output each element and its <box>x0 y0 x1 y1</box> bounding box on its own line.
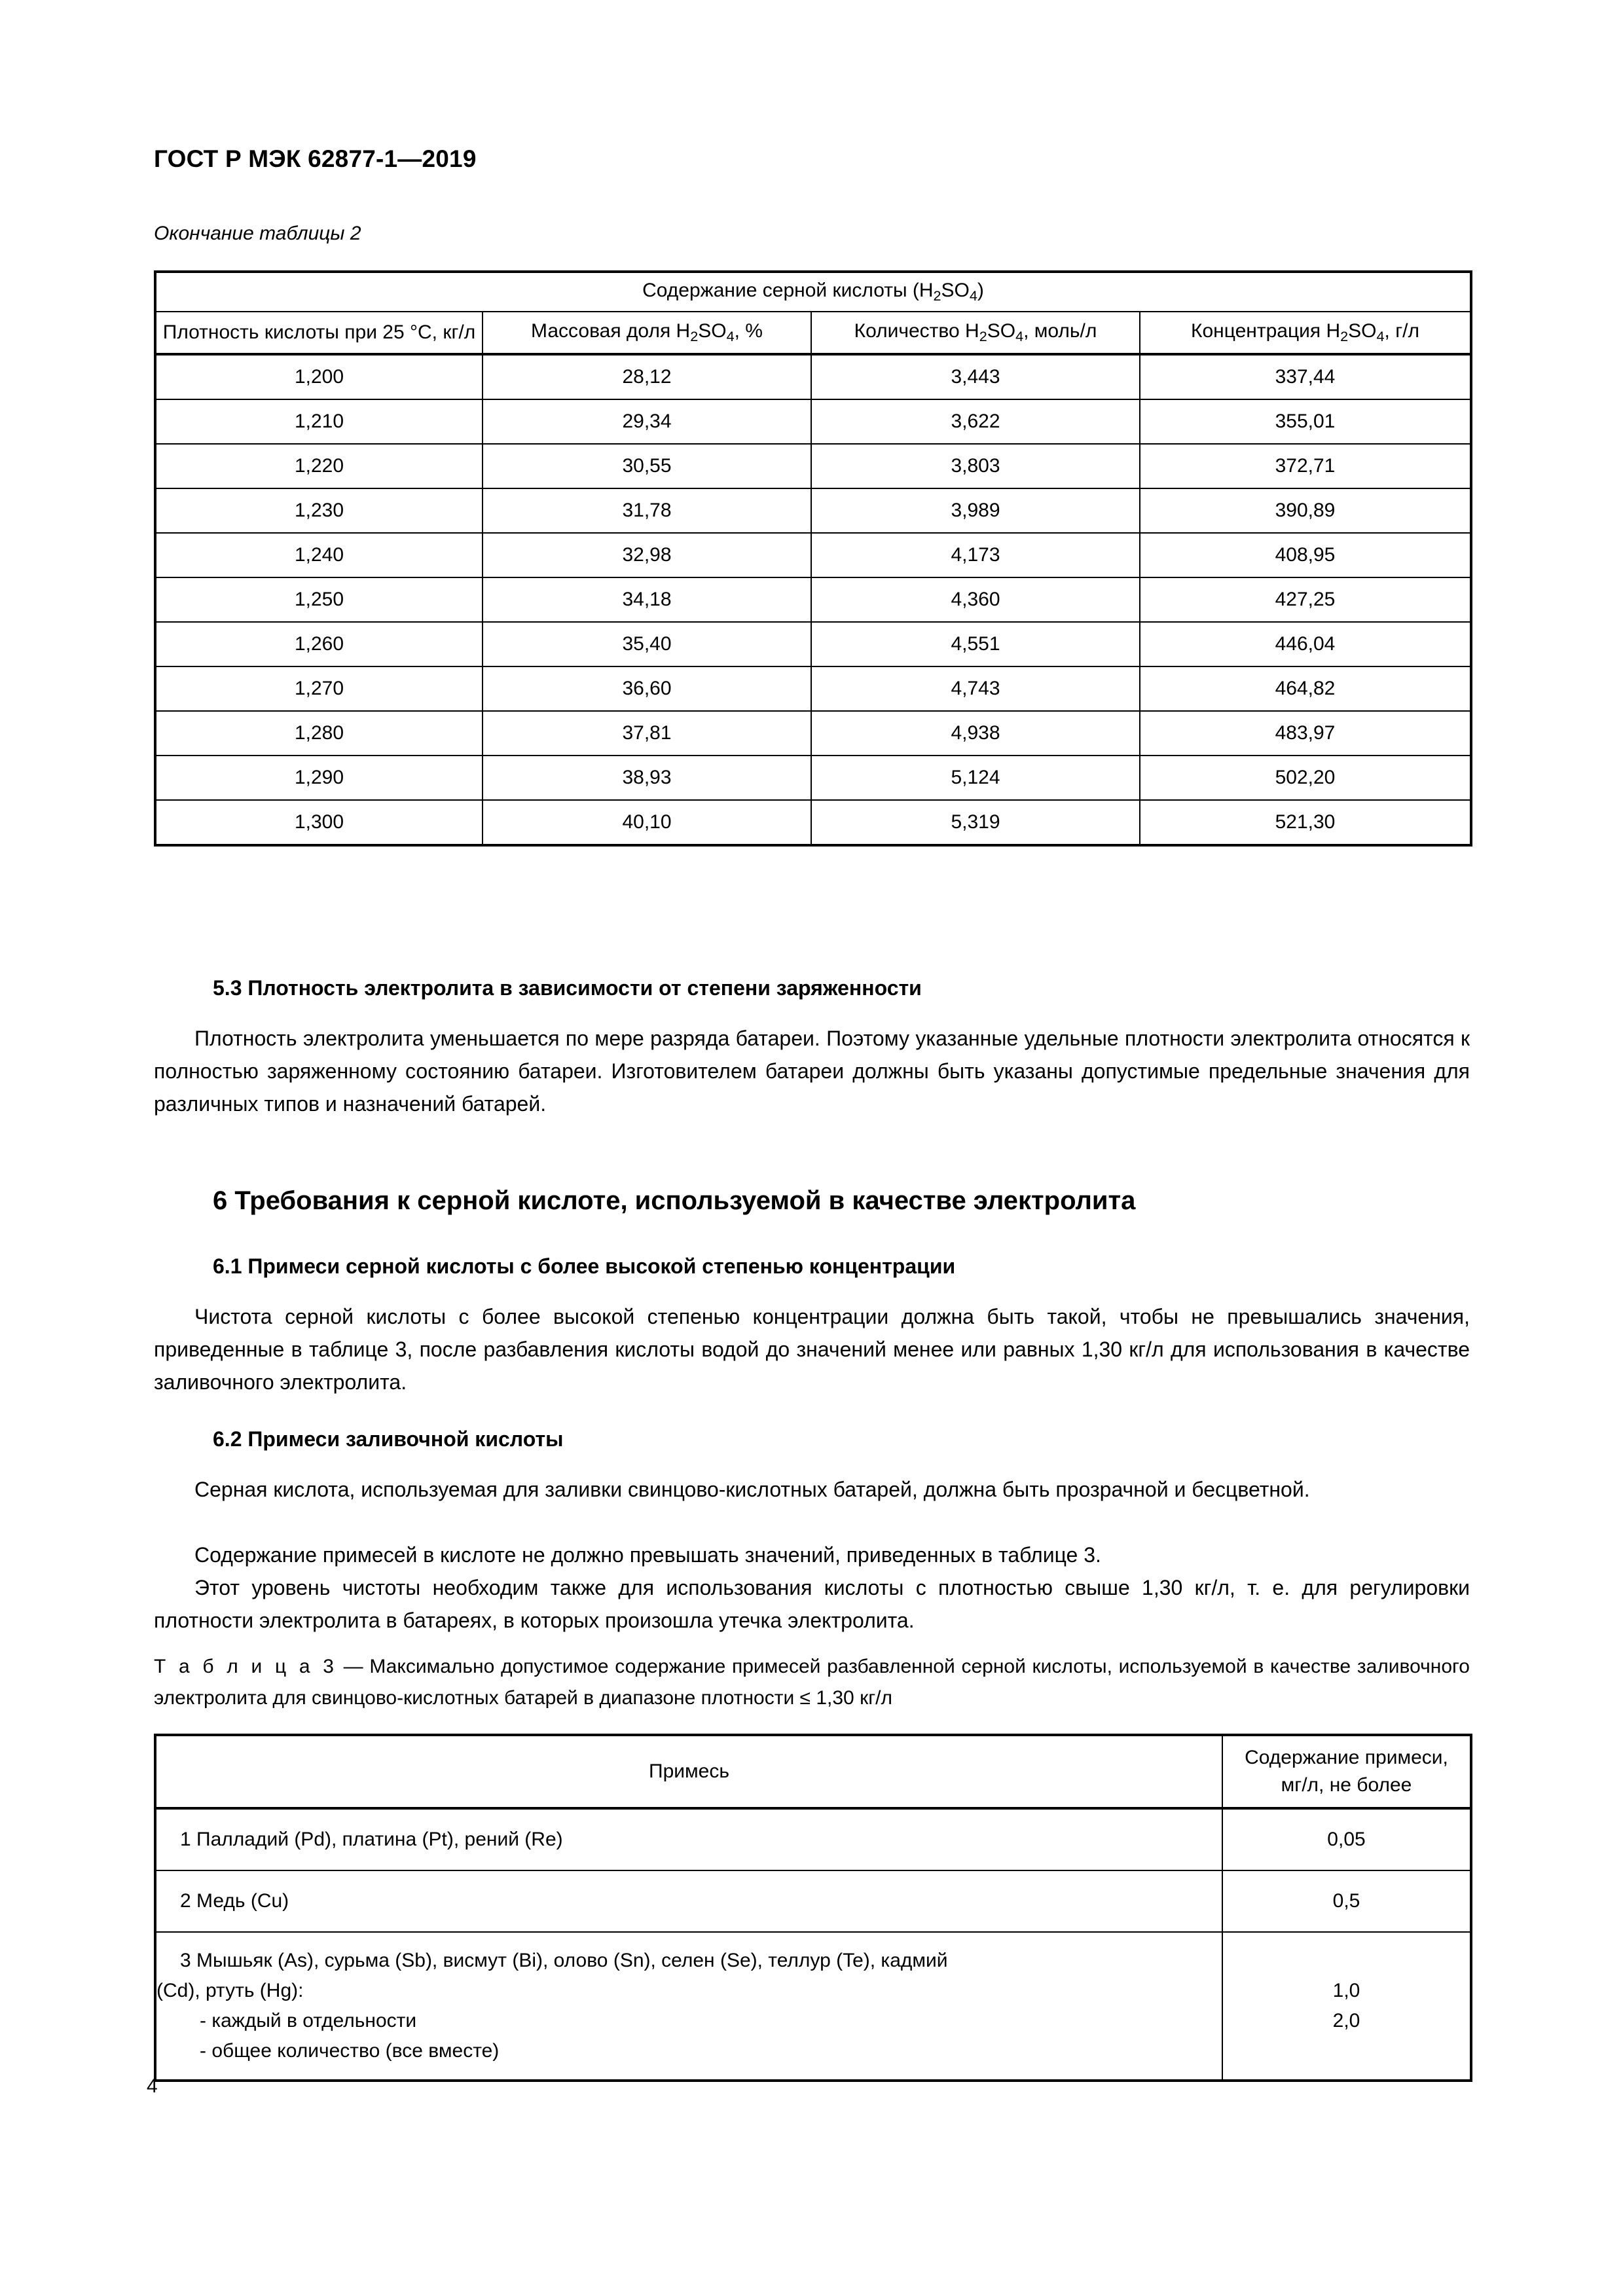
table2-cell: 1,230 <box>155 488 483 533</box>
table3-impurity-3-sub2: - общее количество (все вместе) <box>200 2040 500 2062</box>
table3-impurity-3-sub1: - каждый в отдельности <box>200 2010 417 2032</box>
col2-post: , % <box>734 319 763 342</box>
table3-caption-text: — Максимально допустимое содержание примесей разбавленной серной кислоты, используемой в качестве заливочного электролита для свинцово-кислотных батарей в диапазоне плотности ≤ 1,30 кг/л <box>154 1656 1470 1709</box>
table2-cell: 1,210 <box>155 399 483 444</box>
table3-container <box>154 1734 1470 2082</box>
subscript-2: 2 <box>979 328 987 345</box>
subscript-4: 4 <box>1376 328 1385 345</box>
table2-row <box>155 533 1471 577</box>
table2-cell: 1,270 <box>155 666 483 711</box>
paragraph-6-2-b: Содержание примесей в кислоте не должно превышать значений, приведенных в таблице 3. <box>194 1543 1101 1567</box>
table2-cell: 28,12 <box>483 354 811 399</box>
table2-group-header <box>155 272 1471 312</box>
table2-cell: 483,97 <box>1140 711 1471 756</box>
table2-cell: 372,71 <box>1140 444 1471 488</box>
table2-row <box>155 399 1471 444</box>
subscript-4: 4 <box>726 328 735 345</box>
col2-mid: SO <box>698 319 727 342</box>
col3-mid: SO <box>987 319 1016 342</box>
table2-cell: 30,55 <box>483 444 811 488</box>
table2-col-mass-fraction <box>483 312 811 354</box>
table2-row <box>155 622 1471 666</box>
table2-cell: 1,200 <box>155 354 483 399</box>
table2-cell: 5,319 <box>811 800 1140 845</box>
col3-pre: Количество H <box>854 319 979 342</box>
table3 <box>154 1734 1472 2082</box>
heading-6-1: 6.1 Примеси серной кислоты с более высокой степенью концентрации <box>213 1254 956 1278</box>
table2-cell: 3,443 <box>811 354 1140 399</box>
table2 <box>154 270 1472 847</box>
table3-col-content <box>1222 1735 1471 1808</box>
table3-value-3 <box>1222 1932 1471 2081</box>
table2-cell: 390,89 <box>1140 488 1471 533</box>
table2-col-concentration <box>1140 312 1471 354</box>
col4-post: , г/л <box>1384 319 1419 342</box>
table3-row <box>155 1932 1471 2081</box>
table2-cell: 5,124 <box>811 756 1140 800</box>
table2-cell: 4,173 <box>811 533 1140 577</box>
table3-value-2: 0,5 <box>1222 1870 1471 1932</box>
table2-cell: 4,743 <box>811 666 1140 711</box>
subscript-4: 4 <box>969 287 977 304</box>
table3-value-3a: 1,0 <box>1332 1980 1360 2001</box>
table2-body <box>155 354 1471 845</box>
table2-cell: 1,280 <box>155 711 483 756</box>
table3-value-1: 0,05 <box>1222 1808 1471 1870</box>
paragraph-6-2-a: Серная кислота, используемая для заливки свинцово-кислотных батарей, должна быть прозрачной и бесцветной. <box>194 1478 1310 1501</box>
subscript-4: 4 <box>1015 328 1024 345</box>
col2-pre: Массовая доля H <box>531 319 691 342</box>
table3-row <box>155 1808 1471 1870</box>
table2-column-header-row <box>155 312 1471 354</box>
table2-cell: 355,01 <box>1140 399 1471 444</box>
table2-row <box>155 800 1471 845</box>
table3-body <box>155 1808 1471 2081</box>
table2-row <box>155 444 1471 488</box>
table2-col-amount <box>811 312 1140 354</box>
table2-cell: 1,300 <box>155 800 483 845</box>
table2-cell: 3,803 <box>811 444 1140 488</box>
table2-cell: 32,98 <box>483 533 811 577</box>
table2-cell: 1,240 <box>155 533 483 577</box>
table2-row <box>155 577 1471 622</box>
table3-caption <box>154 1651 1470 1714</box>
table2-col-density: Плотность кислоты при 25 °C, кг/л <box>155 312 483 354</box>
table2-cell: 427,25 <box>1140 577 1471 622</box>
table2-cell: 37,81 <box>483 711 811 756</box>
table2-cell: 521,30 <box>1140 800 1471 845</box>
table3-value-3-block <box>1223 1976 1470 2036</box>
table2-cell: 36,60 <box>483 666 811 711</box>
table2-cell: 4,360 <box>811 577 1140 622</box>
table2-group-header-text: Содержание серной кислоты (H <box>642 279 934 301</box>
col3-post: , моль/л <box>1023 319 1097 342</box>
table2-cell: 464,82 <box>1140 666 1471 711</box>
table2-cell: 4,938 <box>811 711 1140 756</box>
table3-value-3b: 2,0 <box>1332 2010 1360 2032</box>
table3-row <box>155 1870 1471 1932</box>
table2-container <box>154 270 1470 847</box>
table3-impurity-3 <box>155 1932 1222 2081</box>
document-header: ГОСТ Р МЭК 62877-1—2019 <box>154 145 477 172</box>
table3-col-content-line2: мг/л, не более <box>1281 1774 1412 1796</box>
table2-cell: 31,78 <box>483 488 811 533</box>
table2-cell: 337,44 <box>1140 354 1471 399</box>
table2-cell: 446,04 <box>1140 622 1471 666</box>
table2-row <box>155 354 1471 399</box>
table2-row <box>155 756 1471 800</box>
table2-cell: 35,40 <box>483 622 811 666</box>
paragraph-6-1: Чистота серной кислоты с более высокой степенью концентрации должна быть такой, чтобы не превышались значения, приведенные в таблице 3, после разбавления кислоты водой до значений менее или равных 1,30 кг/л для использования в качестве заливочного электролита. <box>154 1305 1470 1394</box>
heading-5-3: 5.3 Плотность электролита в зависимости от степени заряженности <box>213 976 922 1000</box>
table2-cell: 408,95 <box>1140 533 1471 577</box>
table2-cell: 1,290 <box>155 756 483 800</box>
table3-header-row <box>155 1735 1471 1808</box>
table2-cell: 34,18 <box>483 577 811 622</box>
paragraph-5-3: Плотность электролита уменьшается по мере разряда батареи. Поэтому указанные удельные плотности электролита относятся к полностью заряженному состоянию батареи. Изготовителем батареи должны быть указаны допустимые предельные значения для различных типов и назначений батарей. <box>154 1027 1470 1116</box>
paragraph-6-2-c: Этот уровень чистоты необходим также для использования кислоты с плотностью свыше 1,30 кг/л, т. е. для регулировки плотности электролита в батареях, в которых произошла утечка электролита. <box>154 1576 1470 1632</box>
table2-cell: 3,989 <box>811 488 1140 533</box>
table3-caption-label: Т а б л и ц а 3 <box>154 1656 337 1677</box>
heading-6-2: 6.2 Примеси заливочной кислоты <box>213 1427 564 1451</box>
table2-group-header-mid: SO <box>941 279 970 301</box>
table2-cell: 29,34 <box>483 399 811 444</box>
table2-cell: 1,260 <box>155 622 483 666</box>
table2-group-header-post: ) <box>977 279 984 301</box>
table2-cell: 1,250 <box>155 577 483 622</box>
table3-impurity-2: 2 Медь (Cu) <box>155 1870 1222 1932</box>
table2-row <box>155 666 1471 711</box>
table3-col-impurity: Примесь <box>155 1735 1222 1808</box>
table2-cell: 1,220 <box>155 444 483 488</box>
table2-group-header-row <box>155 272 1471 312</box>
col4-mid: SO <box>1348 319 1377 342</box>
col4-pre: Концентрация H <box>1191 319 1341 342</box>
table3-col-content-line1: Содержание примеси, <box>1245 1747 1448 1768</box>
table3-impurity-3-line2: (Cd), ртуть (Hg): <box>156 1980 304 2001</box>
table3-impurity-1: 1 Палладий (Pd), платина (Pt), рений (Re) <box>155 1808 1222 1870</box>
table2-row <box>155 711 1471 756</box>
table2-row <box>155 488 1471 533</box>
heading-6: 6 Требования к серной кислоте, используемой в качестве электролита <box>213 1186 1136 1215</box>
page-number: 4 <box>147 2075 158 2097</box>
subscript-2: 2 <box>1340 328 1349 345</box>
table3-impurity-3-line1: 3 Мышьяк (As), сурьма (Sb), висмут (Bi), олово (Sn), селен (Se), теллур (Te), кадмий <box>180 1950 948 1971</box>
table2-cell: 4,551 <box>811 622 1140 666</box>
table2-cell: 502,20 <box>1140 756 1471 800</box>
table2-cell: 40,10 <box>483 800 811 845</box>
table2-continuation-caption: Окончание таблицы 2 <box>154 223 361 244</box>
subscript-2: 2 <box>690 328 699 345</box>
table2-cell: 3,622 <box>811 399 1140 444</box>
table2-cell: 38,93 <box>483 756 811 800</box>
subscript-2: 2 <box>933 287 941 304</box>
